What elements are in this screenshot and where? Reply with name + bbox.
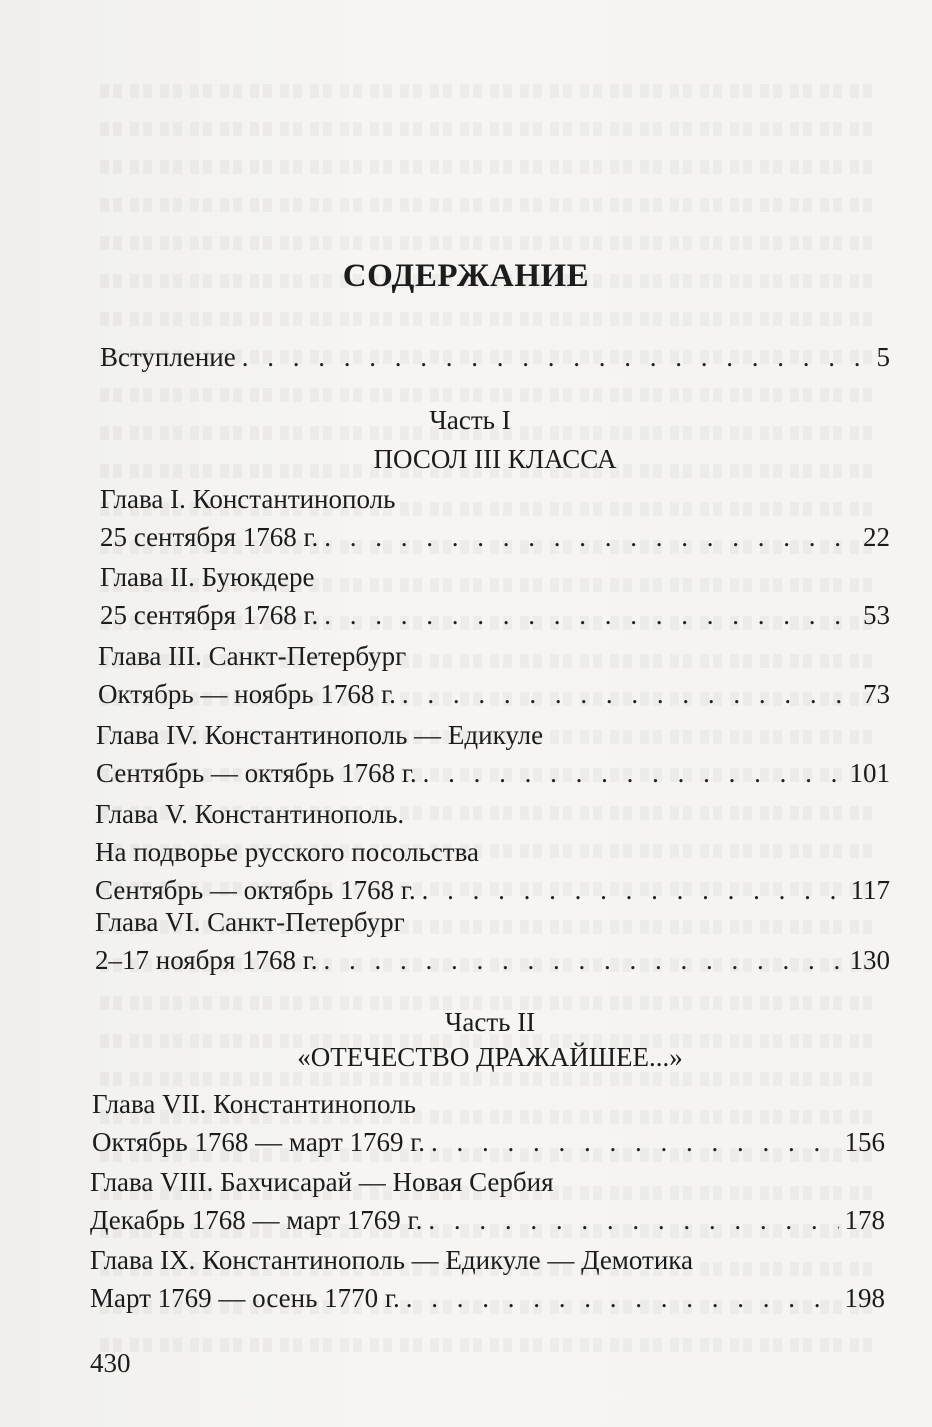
chapter-heading: Глава II. Буюкдере [100,562,315,592]
leader-dots [428,1201,838,1239]
chapter-heading: Глава VIII. Бахчисарай — Новая Сербия [90,1167,554,1197]
page-number: 430 [90,1348,131,1378]
part-title: ПОСОЛ III КЛАССА [373,444,617,474]
leader-dots [324,596,857,634]
chapter-heading: Глава V. Константинополь. [95,799,405,829]
chapter-heading: Глава III. Санкт-Петербург [98,641,407,671]
toc-page-number: 73 [863,679,890,709]
chapter-dates: Декабрь 1768 — март 1769 г. [90,1205,423,1235]
toc-entry-chapter-3[interactable] [98,637,890,713]
toc-entry-chapter-2[interactable] [100,558,890,634]
toc-entry-chapter-1[interactable] [100,480,890,556]
part-number: Часть II [444,1007,536,1037]
chapter-subheading: На подворье русского посольства [95,837,479,867]
chapter-dates: Октябрь — ноябрь 1768 г. [98,679,396,709]
chapter-heading: Глава VI. Санкт-Петербург [95,907,405,937]
leader-dots [406,1279,839,1317]
toc-entry-chapter-6[interactable] [95,903,890,979]
chapter-heading: Глава VII. Константинополь [92,1089,416,1119]
toc-entry-chapter-9[interactable] [90,1241,885,1317]
toc-page-number: 156 [844,1127,885,1157]
toc-page-number: 5 [876,342,890,372]
leader-dots [431,1123,838,1161]
chapter-heading: Глава IV. Константинополь — Едикуле [96,720,544,750]
toc-entry-chapter-8[interactable] [90,1163,885,1239]
leader-dots [402,675,857,713]
toc-entry-chapter-4[interactable] [96,716,890,792]
toc-page-number: 117 [850,875,890,905]
chapter-heading: Глава I. Константинополь [100,484,396,514]
leader-dots [242,338,871,376]
toc-page-number: 178 [844,1205,885,1235]
toc-page-number: 130 [849,945,890,975]
toc-entry-chapter-5[interactable] [95,795,890,909]
leader-dots [423,754,844,792]
chapter-dates: 25 сентября 1768 г. [100,600,319,630]
toc-page-number: 198 [844,1283,885,1313]
toc-page-number: 101 [849,758,890,788]
chapter-dates: Сентябрь — октябрь 1768 г. [96,758,417,788]
leader-dots [324,941,844,979]
toc-entry-label: Вступление [100,342,236,372]
toc-entry-chapter-7[interactable] [92,1085,885,1161]
chapter-heading: Глава IX. Константинополь — Едикуле — Демотика [90,1245,693,1275]
toc-entry-intro[interactable] [100,338,890,376]
chapter-dates: Сентябрь — октябрь 1768 г. [95,875,416,905]
chapter-dates: Март 1769 — осень 1770 г. [90,1283,400,1313]
page-title: СОДЕРЖАНИЕ [342,258,590,294]
chapter-dates: 2–17 ноября 1768 г. [95,945,318,975]
chapter-dates: 25 сентября 1768 г. [100,522,319,552]
part-number: Часть I [429,405,511,435]
toc-page-number: 22 [863,522,890,552]
part-title: «ОТЕЧЕСТВО ДРАЖАЙШЕЕ...» [297,1042,683,1072]
toc-page-number: 53 [863,600,890,630]
leader-dots [324,518,857,556]
chapter-dates: Октябрь 1768 — март 1769 г. [92,1127,426,1157]
